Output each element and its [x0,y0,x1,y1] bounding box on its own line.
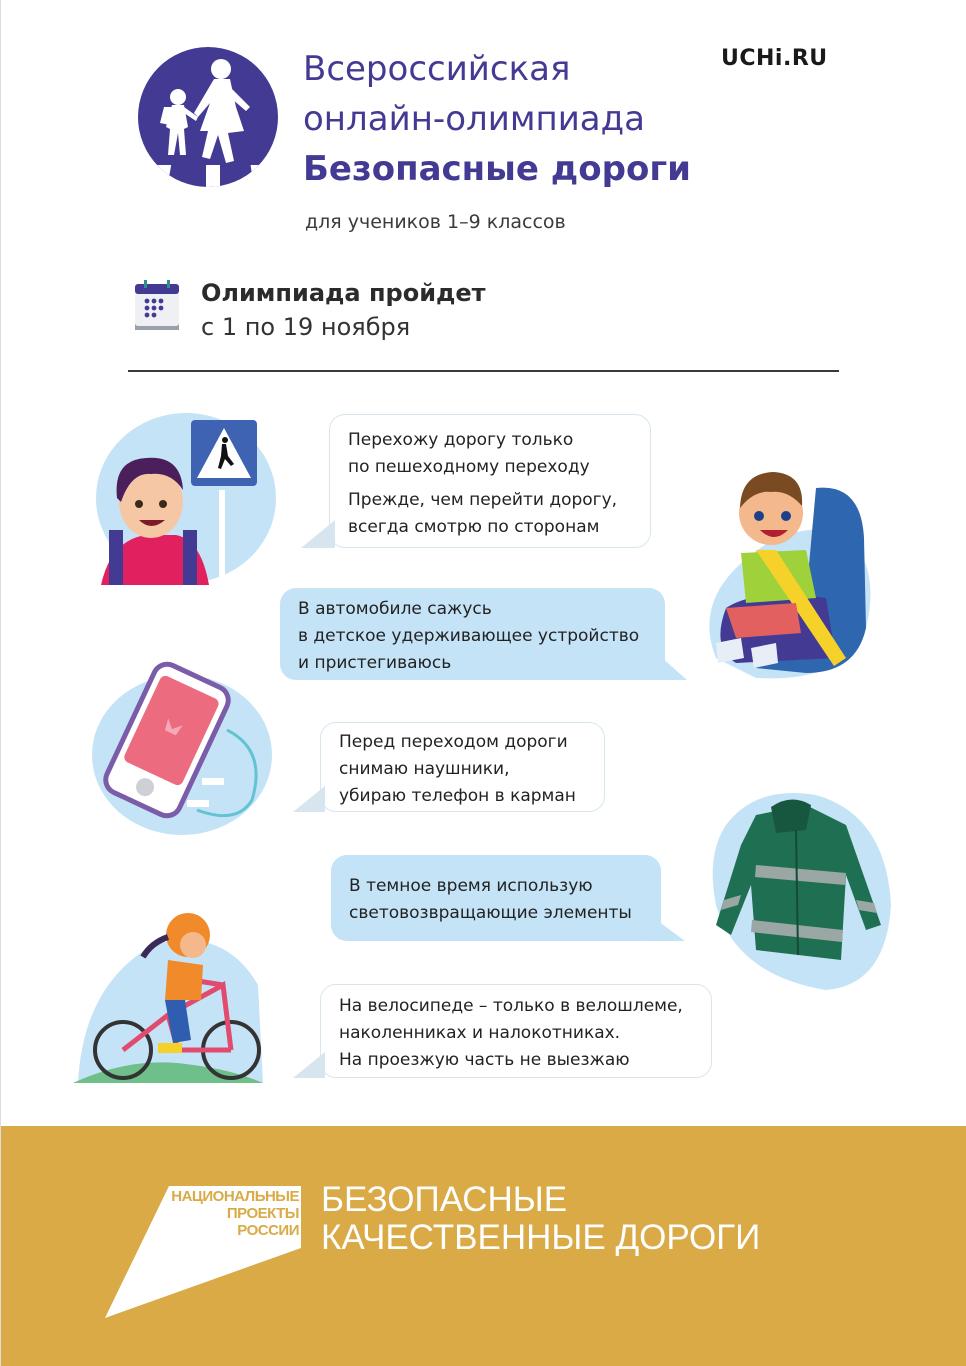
np-line-2: ПРОЕКТЫ [226,1205,299,1222]
rule-1-line-3: Прежде, чем перейти дорогу, [348,490,618,510]
rule-1-line-4: всегда смотрю по сторонам [348,517,600,537]
rule-5-line-3: На проезжую часть не выезжаю [339,1050,630,1070]
bubble-tail [293,786,325,812]
title-line-2: онлайн-олимпиада [303,99,645,139]
girl-bicycle-illustration [73,905,263,1083]
project-title-line-1: БЕЗОПАСНЫЕ [321,1180,568,1219]
pedestrians-crossing-icon [138,47,278,187]
olympiad-logo [138,47,278,187]
bubble-tail [301,520,335,548]
rule-3-line-1: Перед переходом дороги [339,732,568,752]
rule-4-line-2: световозвращающие элементы [349,903,632,923]
calendar-icon [133,280,181,330]
boy-crosswalk-sign-illustration [91,410,276,585]
bubble-tail [647,913,685,941]
national-projects-text [151,1188,299,1239]
rule-bubble-1 [329,414,651,548]
bubble-tail [293,1052,325,1078]
divider [128,370,839,372]
rule-5-line-1: На велосипеде – только в велошлеме, [339,996,683,1016]
np-line-1: НАЦИОНАЛЬНЫЕ [171,1188,299,1205]
rule-bubble-5 [320,984,712,1078]
rule-1-line-1: Перехожу дорогу только [348,430,574,450]
schedule-dates: с 1 по 19 ноября [201,313,411,341]
rule-3-line-3: убираю телефон в карман [339,786,576,806]
title-line-1: Всероссийская [303,49,571,89]
child-car-seat-illustration [696,458,876,683]
bubble-tail [651,648,687,680]
rule-5-line-2: наколенниках и налокотниках. [339,1023,621,1043]
rule-2-line-1: В автомобиле сажусь [298,599,492,619]
schedule-title: Олимпиада пройдет [201,279,486,307]
np-line-3: РОССИИ [237,1222,299,1239]
brand-logo: UCHi.RU [721,46,828,71]
rule-bubble-4 [331,855,661,941]
subtitle: для учеников 1–9 классов [305,211,566,233]
rule-2-line-2: в детское удерживающее устройство [298,626,640,646]
reflective-jacket-illustration [696,785,896,995]
rule-2-line-3: и пристегиваюсь [298,653,452,673]
rule-bubble-3 [320,722,605,812]
title-line-3: Безопасные дороги [303,149,691,189]
rule-3-line-2: снимаю наушники, [339,759,510,779]
rule-bubble-2 [280,588,665,680]
project-title-line-2: КАЧЕСТВЕННЫЕ ДОРОГИ [321,1218,761,1257]
rule-4-line-1: В темное время использую [349,876,593,896]
phone-headphones-illustration [87,660,277,840]
rule-1-line-2: по пешеходному переходу [348,457,590,477]
